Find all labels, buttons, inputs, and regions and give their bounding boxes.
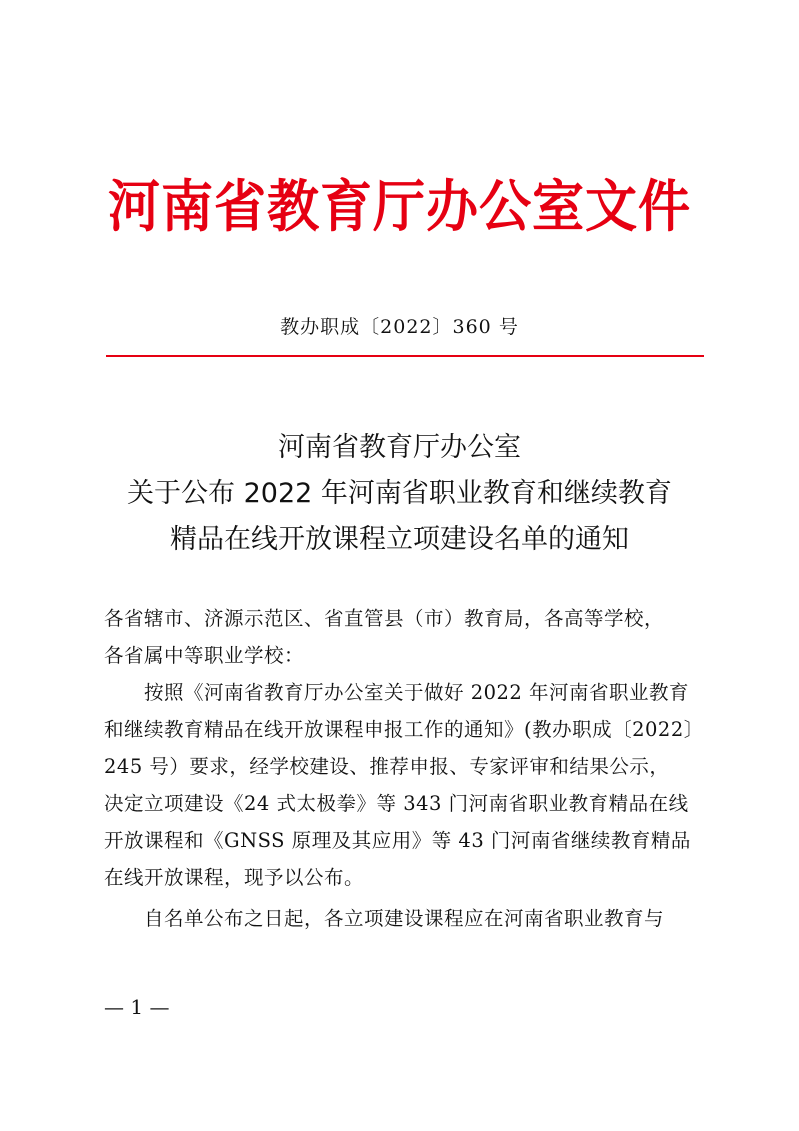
paragraph-1-line-1: 按照《河南省教育厅办公室关于做好 2022 年河南省职业教育 xyxy=(144,681,690,704)
addressee-line-1: 各省辖市、济源示范区、省直管县（市）教育局，各高等学校， xyxy=(104,607,665,630)
paragraph-2-line-1: 自名单公布之日起，各立项建设课程应在河南省职业教育与 xyxy=(144,907,665,930)
notice-body xyxy=(104,600,710,937)
paragraph-1-line-5: 开放课程和《GNSS 原理及其应用》等 43 门河南省继续教育精品 xyxy=(104,829,691,852)
notice-title-line-3: 精品在线开放课程立项建设名单的通知 xyxy=(170,524,629,555)
paragraph-1-line-3: 245 号）要求，经学校建设、推荐申报、专家评审和结果公示， xyxy=(104,755,670,778)
masthead-title: 河南省教育厅办公室文件 xyxy=(107,175,692,240)
addressee-line-2: 各省属中等职业学校： xyxy=(104,644,305,667)
paragraph-1-line-4: 决定立项建设《24 式太极拳》等 343 门河南省职业教育精品在线 xyxy=(104,792,689,815)
notice-title xyxy=(60,425,739,563)
notice-title-line-1: 河南省教育厅办公室 xyxy=(278,432,521,463)
paragraph-1-line-6: 在线开放课程，现予以公布。 xyxy=(104,866,365,889)
document-number: 教办职成〔2022〕360 号 xyxy=(280,316,519,338)
red-divider-line xyxy=(106,355,704,357)
notice-title-line-2: 关于公布 2022 年河南省职业教育和继续教育 xyxy=(127,478,672,509)
paragraph-1-line-2: 和继续教育精品在线开放课程申报工作的通知》(教办职成〔2022〕 xyxy=(104,718,704,741)
page-number: — 1 — xyxy=(104,995,170,1019)
